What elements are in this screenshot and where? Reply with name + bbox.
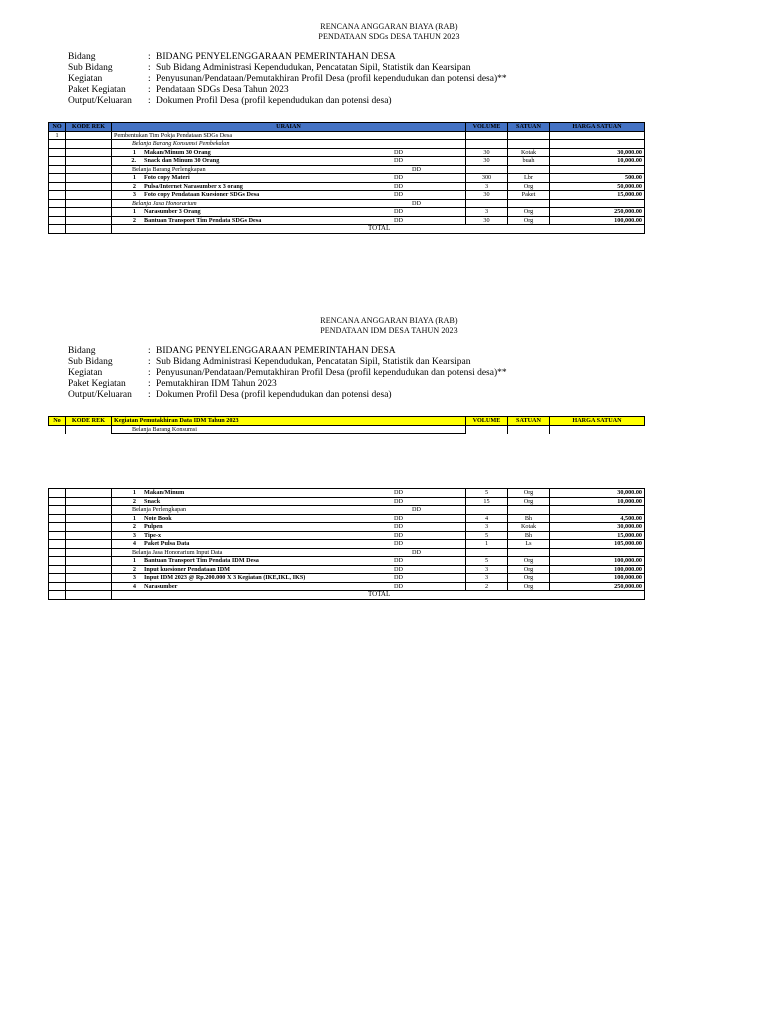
item-index: 1: [132, 514, 136, 522]
item-index: 1: [132, 174, 136, 181]
meta-row-paket: Paket Kegiatan : Pendataan SDGs Desa Tahun 2023: [68, 85, 289, 95]
meta-label: Output/Keluaran: [68, 96, 132, 106]
cell-no: [49, 557, 66, 566]
item-description: Pulsa/Internet Narasumber x 3 orang: [144, 182, 243, 190]
table-row: [49, 540, 645, 549]
cell-volume: 1: [466, 540, 508, 549]
source-dana: DD: [394, 531, 403, 539]
rab-title: RENCANA ANGGARAN BIAYA (RAB): [320, 22, 458, 31]
cell-satuan: Kotak: [508, 148, 550, 157]
table-row: [49, 425, 645, 434]
cell-harga: 30,000.00: [550, 148, 645, 157]
table-row: [49, 531, 645, 540]
cell-kode: [66, 157, 112, 166]
cell-kode: [66, 582, 112, 591]
cell-uraian: [112, 182, 466, 191]
source-dana: DD: [394, 182, 403, 190]
rab-table-idm-header: [48, 416, 645, 434]
cell-kode: [66, 140, 112, 149]
meta-row-paket: Paket Kegiatan : Pemutakhiran IDM Tahun 2023: [68, 379, 277, 389]
cell-harga: 100,000.00: [550, 216, 645, 225]
cell-harga: 250,000.00: [550, 208, 645, 217]
cell-volume: 30: [466, 157, 508, 166]
source-dana: DD: [412, 548, 421, 556]
cell-satuan: Bh: [508, 514, 550, 523]
source-dana: DD: [394, 216, 403, 224]
cell-kode: [66, 174, 112, 183]
cell-no: [49, 225, 66, 234]
cell-kode: [66, 208, 112, 217]
meta-row-sub-bidang: Sub Bidang : Sub Bidang Administrasi Kependudukan, Pencatatan Sipil, Statistik dan Kearsipan: [68, 357, 471, 367]
cell-volume: 5: [466, 531, 508, 540]
rab-title: RENCANA ANGGARAN BIAYA (RAB): [320, 316, 458, 325]
cell-uraian: [112, 574, 466, 583]
meta-value: BIDANG PENYELENGGARAAN PEMERINTAHAN DESA: [156, 52, 396, 62]
cell-volume: 3: [466, 208, 508, 217]
cell-uraian: [112, 548, 466, 557]
cell-volume: 30: [466, 148, 508, 157]
table-row: [49, 208, 645, 217]
cell-no: [49, 182, 66, 191]
table-header: [49, 123, 645, 132]
cell-volume: 3: [466, 182, 508, 191]
cell-no: [49, 497, 66, 506]
cell-uraian: [112, 523, 466, 532]
table-row: [49, 131, 645, 140]
cell-uraian: [112, 208, 466, 217]
cell-kode: [66, 565, 112, 574]
cell-harga: [550, 425, 645, 434]
table-row: [49, 174, 645, 183]
cell-satuan: [508, 140, 550, 149]
table-row: [49, 497, 645, 506]
cell-kode: [66, 591, 112, 600]
cell-volume: 5: [466, 489, 508, 498]
cell-satuan: [508, 548, 550, 557]
cell-harga: 100,000.00: [550, 557, 645, 566]
cell-no: [49, 216, 66, 225]
item-index: 1: [132, 148, 136, 156]
cell-kode: [66, 531, 112, 540]
cell-uraian: [112, 497, 466, 506]
cell-no: [49, 506, 66, 515]
table-row: [49, 216, 645, 225]
cell-harga: [550, 548, 645, 557]
rab-meta: [68, 346, 507, 401]
cell-harga: 30,000.00: [550, 489, 645, 498]
item-description: Bantuan Transport Tim Pendata SDGs Desa: [144, 216, 262, 224]
item-description: Belanja Jasa Honorarium Input Data: [132, 548, 223, 556]
cell-kode: [66, 182, 112, 191]
item-description: Paket Pulsa Data: [144, 540, 190, 547]
meta-label: Kegiatan: [68, 368, 103, 378]
source-dana: DD: [394, 148, 403, 156]
item-index: 2.: [131, 157, 136, 164]
meta-row-bidang: Bidang : BIDANG PENYELENGGARAAN PEMERINTAHAN DESA: [68, 346, 396, 356]
table-row: [49, 574, 645, 583]
item-description: Makan/Minum 30 Orang: [144, 148, 211, 156]
cell-no: [49, 582, 66, 591]
cell-uraian: [112, 191, 466, 200]
cell-uraian: [112, 531, 466, 540]
item-description: Belanja Barang Perlengkapan: [132, 165, 206, 173]
cell-volume: [466, 131, 508, 140]
table-row: [49, 148, 645, 157]
meta-label: Bidang: [68, 346, 96, 356]
meta-value: Sub Bidang Administrasi Kependudukan, Pencatatan Sipil, Statistik dan Kearsipan: [156, 357, 471, 367]
cell-no: [49, 174, 66, 183]
table-row: [49, 157, 645, 166]
total-label: TOTAL: [112, 225, 645, 234]
cell-harga: 50,000.00: [550, 182, 645, 191]
cell-uraian: [112, 131, 466, 140]
item-index: 2: [132, 565, 136, 573]
cell-no: [49, 591, 66, 600]
source-dana: DD: [394, 574, 403, 581]
cell-harga: [550, 165, 645, 174]
cell-no: [49, 565, 66, 574]
cell-volume: [466, 506, 508, 515]
cell-uraian: [112, 140, 466, 149]
source-dana: DD: [394, 157, 403, 164]
cell-uraian: [112, 148, 466, 157]
table-row: [49, 191, 645, 200]
item-index: 1: [132, 557, 136, 564]
cell-volume: 30: [466, 191, 508, 200]
meta-label: Bidang: [68, 52, 96, 62]
meta-value: Sub Bidang Administrasi Kependudukan, Pencatatan Sipil, Statistik dan Kearsipan: [156, 63, 471, 73]
cell-uraian: [112, 216, 466, 225]
cell-harga: [550, 140, 645, 149]
item-description: Input kuesioner Pendataan IDM: [144, 565, 231, 573]
source-dana: DD: [394, 540, 403, 547]
cell-uraian: [112, 514, 466, 523]
cell-volume: 3: [466, 574, 508, 583]
item-description: Input IDM 2023 @ Rp.200.000 X 3 Kegiatan (IKE,IKL, IKS): [144, 574, 306, 581]
cell-harga: 10,000.00: [550, 157, 645, 166]
header-no: NO: [49, 123, 66, 132]
item-description: Narasumber: [144, 582, 178, 590]
cell-harga: 15,000.00: [550, 191, 645, 200]
cell-volume: [466, 140, 508, 149]
item-index: 4: [132, 540, 136, 547]
cell-satuan: buah: [508, 157, 550, 166]
total-row: [49, 225, 645, 234]
source-dana: DD: [394, 191, 403, 198]
table-row: [49, 582, 645, 591]
cell-no: [49, 208, 66, 217]
header-harga-satuan: HARGA SATUAN: [550, 123, 645, 132]
item-description: Foto copy Pendataan Kuesioner SDGs Desa: [144, 191, 260, 198]
cell-kode: [66, 548, 112, 557]
meta-label: Paket Kegiatan: [68, 379, 126, 389]
item-description: Snack dan Minum 30 Orang: [144, 157, 220, 164]
cell-satuan: Ls: [508, 540, 550, 549]
item-index: 2: [132, 216, 136, 224]
cell-kode: [66, 506, 112, 515]
cell-satuan: [508, 131, 550, 140]
cell-uraian: [112, 199, 466, 208]
cell-kode: [66, 540, 112, 549]
cell-kode: [66, 131, 112, 140]
cell-volume: 3: [466, 565, 508, 574]
meta-label: Kegiatan: [68, 74, 103, 84]
source-dana: DD: [394, 174, 403, 181]
cell-volume: 300: [466, 174, 508, 183]
cell-no: [49, 165, 66, 174]
cell-volume: 30: [466, 216, 508, 225]
cell-volume: 15: [466, 497, 508, 506]
cell-satuan: Lbr: [508, 174, 550, 183]
cell-harga: [550, 131, 645, 140]
cell-harga: 10,000.00: [550, 497, 645, 506]
meta-label: Sub Bidang: [68, 63, 113, 73]
header-harga-satuan: HARGA SATUAN: [550, 417, 645, 426]
cell-satuan: Paket: [508, 191, 550, 200]
item-description: Bantuan Transport Tim Pendata IDM Desa: [144, 557, 259, 564]
item-description: Tipe-x: [144, 531, 162, 539]
cell-kode: [66, 514, 112, 523]
cell-no: [49, 148, 66, 157]
header-no: No: [49, 417, 66, 426]
cell-uraian: [112, 165, 466, 174]
item-description: Note Book: [144, 514, 172, 522]
header-kode-rek: KODE REK: [66, 123, 112, 132]
cell-kode: [66, 225, 112, 234]
total-row: [49, 591, 645, 600]
cell-kode: [66, 425, 112, 434]
cell-kode: [66, 497, 112, 506]
meta-row-bidang: Bidang : BIDANG PENYELENGGARAAN PEMERINTAHAN DESA: [68, 52, 396, 62]
cell-harga: [550, 199, 645, 208]
cell-volume: [466, 199, 508, 208]
cell-satuan: Org: [508, 574, 550, 583]
cell-harga: 15,000.00: [550, 531, 645, 540]
header-uraian: URAIAN: [112, 123, 466, 132]
header-kode-rek: KODE REK: [66, 417, 112, 426]
source-dana: DD: [394, 489, 403, 496]
table-row: [49, 565, 645, 574]
cell-satuan: Org: [508, 489, 550, 498]
rab-meta: [68, 52, 507, 107]
source-dana: DD: [394, 208, 403, 215]
cell-kode: [66, 199, 112, 208]
cell-kode: [66, 216, 112, 225]
cell-harga: 100,000.00: [550, 565, 645, 574]
cell-satuan: Org: [508, 497, 550, 506]
header-volume: VOLUME: [466, 123, 508, 132]
cell-no: [49, 540, 66, 549]
table-row: [49, 514, 645, 523]
meta-row-output: Output/Keluaran : Dokumen Profil Desa (profil kependudukan dan potensi desa): [68, 390, 392, 400]
meta-value: Penyusunan/Pendataan/Pemutakhiran Profil Desa (profil kependudukan dan potensi desa)**: [156, 368, 507, 378]
source-dana: DD: [394, 523, 403, 530]
meta-row-output: Output/Keluaran : Dokumen Profil Desa (profil kependudukan dan potensi desa): [68, 96, 392, 106]
item-index: 2: [132, 497, 136, 505]
cell-satuan: Org: [508, 582, 550, 591]
item-index: 2: [132, 182, 136, 190]
cell-harga: 30,000.00: [550, 523, 645, 532]
item-description: Belanja Barang Konsumsi Pembekalan: [132, 140, 230, 147]
source-dana: DD: [394, 557, 403, 564]
cell-uraian: [112, 540, 466, 549]
item-index: 4: [132, 582, 136, 590]
cell-satuan: Bh: [508, 531, 550, 540]
cell-no: [49, 191, 66, 200]
cell-uraian: [112, 489, 466, 498]
meta-value: Penyusunan/Pendataan/Pemutakhiran Profil Desa (profil kependudukan dan potensi desa)**: [156, 74, 507, 84]
source-dana: DD: [412, 506, 421, 513]
cell-no: [49, 574, 66, 583]
item-description: Makan/Minum: [144, 489, 185, 496]
cell-harga: 105,000.00: [550, 540, 645, 549]
item-description: Belanja Perlengkapan: [132, 506, 187, 513]
item-index: 1: [132, 489, 136, 496]
cell-no: [49, 531, 66, 540]
table-row: [49, 523, 645, 532]
cell-harga: 250,000.00: [550, 582, 645, 591]
cell-satuan: Kotak: [508, 523, 550, 532]
table-row: [49, 140, 645, 149]
item-index: 3: [132, 574, 136, 581]
cell-satuan: [508, 165, 550, 174]
cell-volume: [466, 548, 508, 557]
rab-table-idm: [48, 488, 645, 600]
table-row: [49, 557, 645, 566]
meta-value: Dokumen Profil Desa (profil kependudukan dan potensi desa): [156, 390, 392, 400]
item-description: Narasumber 3 Orang: [144, 208, 201, 215]
header-satuan: SATUAN: [508, 417, 550, 426]
item-index: 3: [132, 191, 136, 198]
cell-uraian: [112, 157, 466, 166]
item-description: Foto copy Materi: [144, 174, 190, 181]
cell-satuan: [508, 425, 550, 434]
cell-satuan: Org: [508, 208, 550, 217]
header-satuan: SATUAN: [508, 123, 550, 132]
cell-harga: 500.00: [550, 174, 645, 183]
cell-volume: 2: [466, 582, 508, 591]
cell-uraian: Belanja Barang Konsumsi: [112, 425, 466, 434]
cell-satuan: [508, 506, 550, 515]
header-volume: VOLUME: [466, 417, 508, 426]
cell-harga: [550, 506, 645, 515]
cell-harga: 4,500.00: [550, 514, 645, 523]
cell-no: [49, 157, 66, 166]
table-row: [49, 506, 645, 515]
cell-uraian: [112, 565, 466, 574]
meta-row-sub-bidang: Sub Bidang : Sub Bidang Administrasi Kependudukan, Pencatatan Sipil, Statistik dan Kearsipan: [68, 63, 471, 73]
meta-label: Sub Bidang: [68, 357, 113, 367]
cell-kode: [66, 148, 112, 157]
cell-kode: [66, 489, 112, 498]
cell-satuan: Org: [508, 557, 550, 566]
meta-label: Paket Kegiatan: [68, 85, 126, 95]
cell-volume: [466, 165, 508, 174]
meta-value: Pendataan SDGs Desa Tahun 2023: [156, 85, 289, 95]
cell-kode: [66, 557, 112, 566]
source-dana: DD: [394, 497, 403, 505]
rab-subtitle: PENDATAAN IDM DESA TAHUN 2023: [320, 326, 458, 335]
cell-no: [49, 523, 66, 532]
meta-value: Pemutakhiran IDM Tahun 2023: [156, 379, 277, 389]
source-dana: DD: [412, 199, 421, 207]
table-row: [49, 199, 645, 208]
cell-kode: [66, 523, 112, 532]
cell-no: [49, 489, 66, 498]
rab-table-sdgs: [48, 122, 645, 234]
table-header: [49, 417, 645, 426]
table-row: [49, 489, 645, 498]
cell-kode: [66, 165, 112, 174]
header-uraian: Kegiatan Pemutakhiran Data IDM Tahun 2023: [112, 417, 466, 426]
source-dana: DD: [394, 565, 403, 573]
table-row: [49, 165, 645, 174]
table-row: [49, 548, 645, 557]
item-description: Pulpen: [144, 523, 163, 530]
cell-kode: [66, 574, 112, 583]
cell-volume: 3: [466, 523, 508, 532]
cell-harga: 100,000.00: [550, 574, 645, 583]
cell-uraian: [112, 174, 466, 183]
cell-volume: 4: [466, 514, 508, 523]
cell-satuan: [508, 199, 550, 208]
cell-volume: 5: [466, 557, 508, 566]
cell-satuan: Org: [508, 565, 550, 574]
cell-uraian: [112, 557, 466, 566]
meta-row-kegiatan: Kegiatan : Penyusunan/Pendataan/Pemutakhiran Profil Desa (profil kependudukan dan potensi desa)**: [68, 368, 507, 378]
table-row: [49, 182, 645, 191]
meta-value: Dokumen Profil Desa (profil kependudukan dan potensi desa): [156, 96, 392, 106]
cell-no: [49, 140, 66, 149]
cell-no: [49, 425, 66, 434]
source-dana: DD: [394, 514, 403, 522]
meta-row-kegiatan: Kegiatan : Penyusunan/Pendataan/Pemutakhiran Profil Desa (profil kependudukan dan potensi desa)**: [68, 74, 507, 84]
cell-satuan: Org: [508, 182, 550, 191]
source-dana: DD: [412, 165, 421, 173]
cell-volume: [466, 425, 508, 434]
item-index: 1: [132, 208, 136, 215]
item-description: Belanja Jasa Honorarium: [132, 199, 197, 207]
cell-no: 1: [49, 131, 66, 140]
cell-no: [49, 199, 66, 208]
source-dana: DD: [394, 582, 403, 590]
rab-subtitle: PENDATAAN SDGs DESA TAHUN 2023: [318, 32, 460, 41]
item-index: 2: [132, 523, 136, 530]
meta-label: Output/Keluaran: [68, 390, 132, 400]
meta-value: BIDANG PENYELENGGARAAN PEMERINTAHAN DESA: [156, 346, 396, 356]
item-description: Snack: [144, 497, 161, 505]
total-label: TOTAL: [112, 591, 645, 600]
cell-uraian: [112, 506, 466, 515]
cell-no: [49, 514, 66, 523]
cell-no: [49, 548, 66, 557]
item-description: Pembentukan Tim Pokja Pendataan SDGs Desa: [114, 131, 233, 139]
cell-kode: [66, 191, 112, 200]
cell-uraian: [112, 582, 466, 591]
cell-satuan: Org: [508, 216, 550, 225]
item-index: 3: [132, 531, 136, 539]
